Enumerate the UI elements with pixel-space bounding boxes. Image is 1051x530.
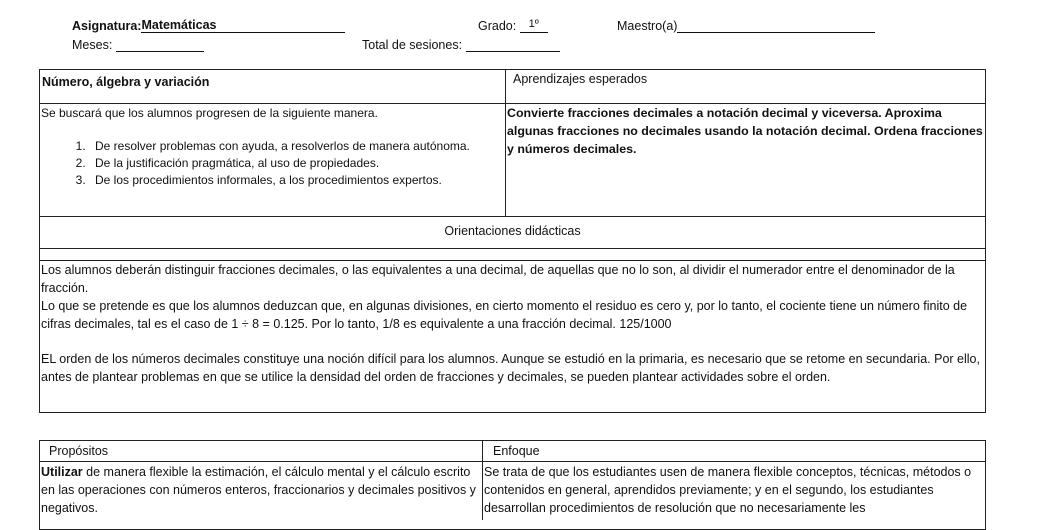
propositos-verb: Utilizar [41,465,83,479]
progression-intro: Se buscará que los alumnos progresen de la siguiente manera. [41,106,378,120]
grado-label: Grado: [478,19,517,33]
enfoque-title: Enfoque [493,444,540,458]
list-item: 3. De los procedimientos informales, a los procedimientos expertos. [89,172,501,189]
orientaciones-paragraph: EL orden de los números decimales constituye una noción difícil para los alumnos. Aunque se estudió en la primaria, es necesario que se retome en secundaria. Por ello, antes de plantear problemas en que se utilice la densidad del orden de fracciones y decimales, se pueden plantear actividades sobre el orden. [41,352,980,384]
table-divider [39,461,986,462]
progression-list [41,138,501,189]
aprendizaje-text: Convierte fracciones decimales a notación decimal y viceversa. Aproxima algunas fracciones no decimales usando la notación decimal. Ordena fracciones y números decimales. [507,106,983,156]
propositos-rest: de manera flexible la estimación, el cálculo mental y el cálculo escrito en las operaciones con números enteros, fraccionarios y decimales positivos y negativos. [41,465,476,515]
maestro-label: Maestro(a) [617,19,678,33]
sesiones-label: Total de sesiones: [362,38,463,52]
meses-value[interactable] [116,37,204,52]
orientaciones-paragraph: Los alumnos deberán distinguir fracciones decimales, o las equivalentes a una decimal, de aquellas que no lo son, al dividir el numerador entre el denominador de la fracción. [41,263,955,295]
maestro-value[interactable] [677,18,875,33]
list-item: 2. De la justificación pragmática, al uso de propiedades. [89,155,501,172]
meses-label: Meses: [72,38,113,52]
table-divider [39,248,986,249]
grado-value[interactable]: 1º [520,18,548,33]
orientaciones-paragraph: Lo que se pretende es que los alumnos deduzcan que, en algunas divisiones, en cierto momento el residuo es cero y, por lo tanto, el cociente tiene un número finito de cifras decimales, tal es el caso de 1 ÷ 8 = 0.125. Por lo tanto, 1/8 es equivalente a una fracción decimal. 125/1000 [41,299,968,331]
orientaciones-body [41,261,983,386]
propositos-text [41,463,481,517]
asignatura-label: Asignatura: [72,19,142,33]
table-divider [505,69,506,217]
sesiones-field [362,37,560,52]
eje-title: Número, álgebra y variación [42,75,210,89]
grado-field [478,18,548,33]
aprendizajes-title: Aprendizajes esperados [513,72,648,86]
orientaciones-title: Orientaciones didácticas [444,224,581,238]
maestro-field [617,18,875,33]
table-divider [39,216,986,217]
progression-cell [41,104,501,189]
sesiones-value[interactable] [466,37,560,52]
table-divider [482,440,483,520]
asignatura-value[interactable]: Matemáticas [141,18,345,33]
propositos-title: Propósitos [49,444,109,458]
asignatura-field [72,18,345,33]
list-item: 1. De resolver problemas con ayuda, a resolverlos de manera autónoma. [89,138,501,155]
enfoque-text: Se trata de que los estudiantes usen de manera flexible conceptos, técnicas, métodos o contenidos en general, aprendidos previamente; y en el segundo, los estudiantes desarrollan procedimientos de resolución que no necesariamente les [484,465,972,515]
meses-field [72,37,204,52]
